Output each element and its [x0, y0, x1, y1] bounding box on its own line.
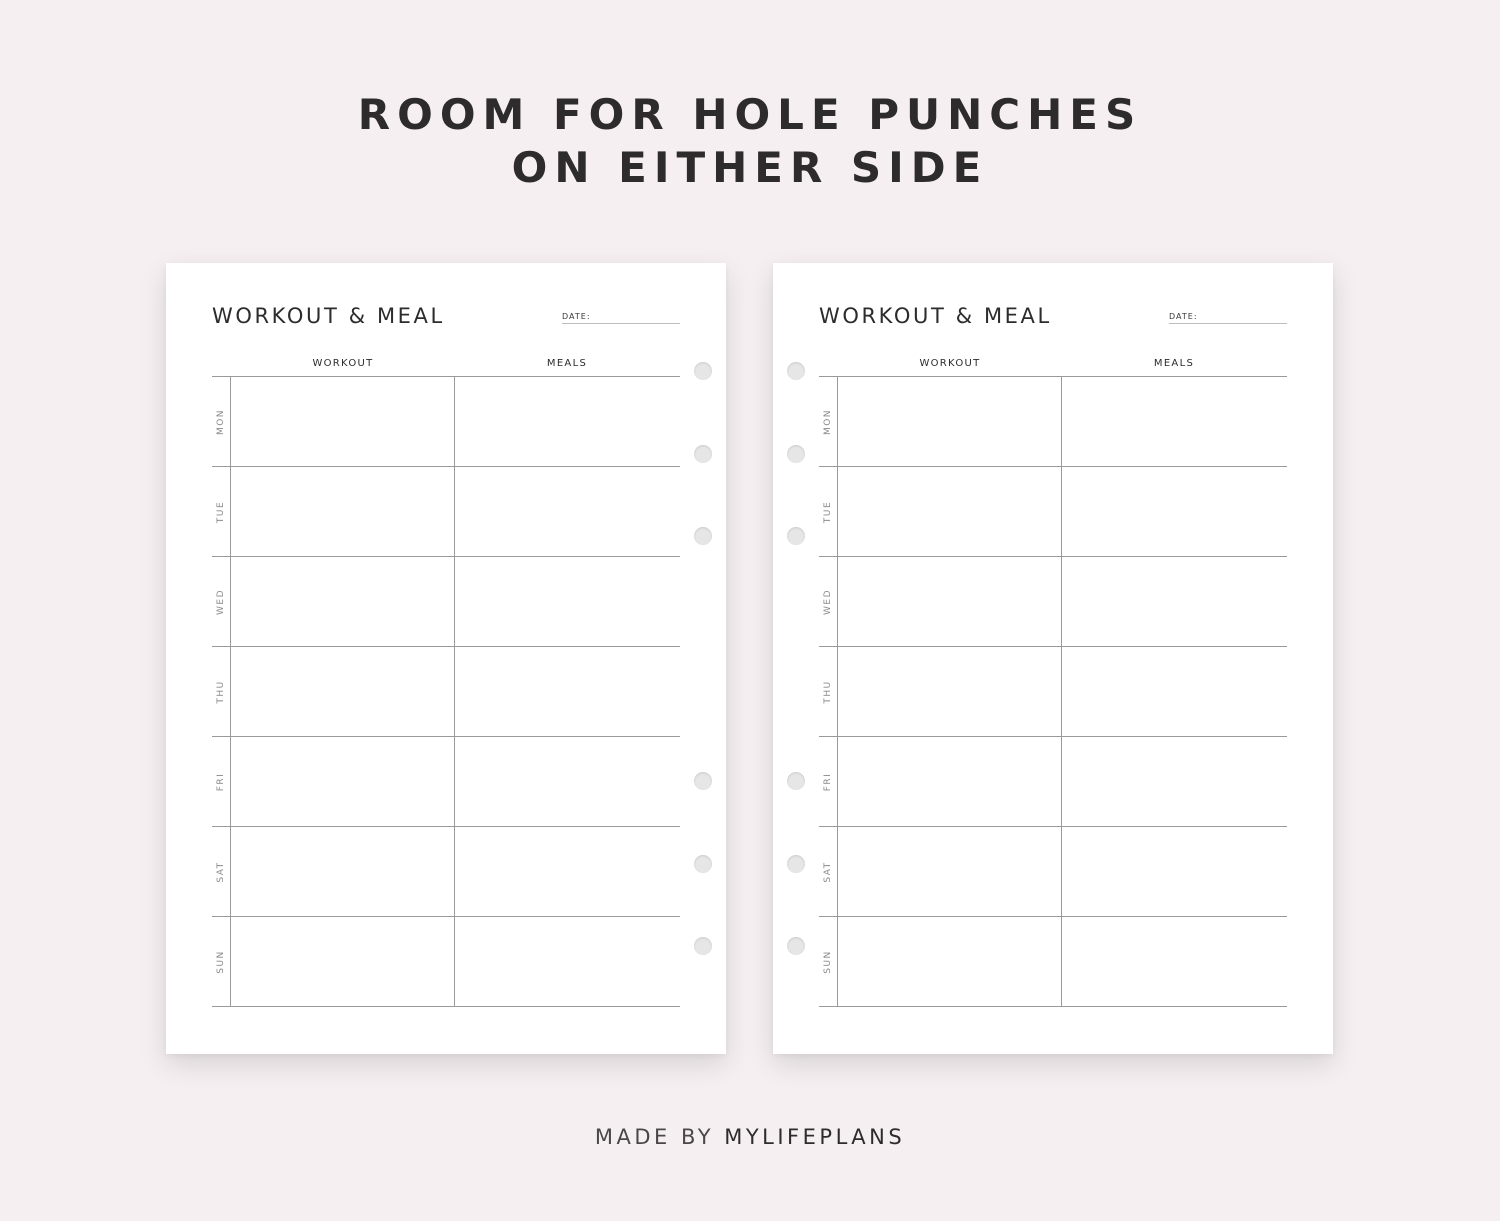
day-cell	[212, 737, 231, 826]
headline-line-1: ROOM FOR HOLE PUNCHES	[357, 90, 1143, 139]
punch-hole	[787, 937, 805, 955]
day-label: THU	[216, 679, 226, 704]
weekly-grid	[212, 376, 680, 1007]
meals-cell	[455, 917, 680, 1006]
workout-cell	[838, 647, 1062, 736]
column-header-workout: WORKOUT	[919, 358, 981, 369]
day-row-mon	[212, 377, 680, 467]
day-row-thu	[819, 647, 1287, 737]
sheet-title: WORKOUT & MEAL	[212, 304, 445, 328]
day-cell	[819, 647, 838, 736]
sheet-title: WORKOUT & MEAL	[819, 304, 1052, 328]
day-cell	[819, 827, 838, 916]
day-cell	[212, 827, 231, 916]
meals-cell	[1062, 917, 1287, 1006]
day-cell	[819, 377, 838, 466]
day-row-sun	[212, 917, 680, 1007]
punch-hole	[787, 445, 805, 463]
weekly-grid	[819, 376, 1287, 1007]
day-label: SUN	[823, 949, 833, 974]
meals-cell	[455, 647, 680, 736]
punch-hole	[787, 362, 805, 380]
day-row-tue	[212, 467, 680, 557]
punch-hole	[694, 445, 712, 463]
column-header-meals: MEALS	[1153, 358, 1195, 369]
meals-cell	[1062, 647, 1287, 736]
day-row-wed	[819, 557, 1287, 647]
day-cell	[212, 647, 231, 736]
punch-hole	[694, 855, 712, 873]
day-row-mon	[819, 377, 1287, 467]
meals-cell	[455, 377, 680, 466]
headline	[0, 88, 1500, 194]
punch-hole	[787, 855, 805, 873]
day-cell	[212, 917, 231, 1006]
day-cell	[819, 737, 838, 826]
day-row-sat	[212, 827, 680, 917]
day-cell	[819, 557, 838, 646]
date-label: DATE:	[1169, 312, 1198, 321]
footer-brand: MYLIFEPLANS	[724, 1125, 906, 1149]
workout-cell	[231, 827, 455, 916]
planner-sheet-right	[773, 263, 1333, 1054]
workout-cell	[231, 737, 455, 826]
punch-hole	[694, 527, 712, 545]
meals-cell	[1062, 467, 1287, 556]
day-label: MON	[216, 408, 226, 435]
day-row-sun	[819, 917, 1287, 1007]
day-label: SAT	[216, 860, 226, 883]
day-cell	[819, 467, 838, 556]
day-cell	[212, 467, 231, 556]
meals-cell	[455, 827, 680, 916]
day-label: FRI	[823, 772, 833, 791]
meals-cell	[455, 467, 680, 556]
meals-cell	[1062, 827, 1287, 916]
day-cell	[212, 377, 231, 466]
punch-hole	[787, 772, 805, 790]
meals-cell	[1062, 377, 1287, 466]
workout-cell	[231, 377, 455, 466]
workout-cell	[838, 917, 1062, 1006]
day-row-tue	[819, 467, 1287, 557]
date-label: DATE:	[562, 312, 591, 321]
workout-cell	[231, 647, 455, 736]
day-row-wed	[212, 557, 680, 647]
day-row-thu	[212, 647, 680, 737]
headline-line-2: ON EITHER SIDE	[511, 143, 989, 192]
date-line	[1169, 323, 1287, 324]
footer-credit	[0, 1125, 1500, 1149]
workout-cell	[838, 557, 1062, 646]
day-row-fri	[212, 737, 680, 827]
day-label: SAT	[823, 860, 833, 883]
day-cell	[212, 557, 231, 646]
column-header-meals: MEALS	[546, 358, 588, 369]
workout-cell	[231, 917, 455, 1006]
meals-cell	[455, 557, 680, 646]
day-label: THU	[823, 679, 833, 704]
punch-hole	[787, 527, 805, 545]
workout-cell	[838, 737, 1062, 826]
planner-sheet-left	[166, 263, 726, 1054]
day-label: MON	[823, 408, 833, 435]
punch-hole	[694, 362, 712, 380]
workout-cell	[838, 827, 1062, 916]
day-row-sat	[819, 827, 1287, 917]
column-header-workout: WORKOUT	[312, 358, 374, 369]
day-label: WED	[823, 588, 833, 615]
footer-prefix: MADE BY	[594, 1125, 725, 1149]
workout-cell	[231, 557, 455, 646]
workout-cell	[838, 377, 1062, 466]
workout-cell	[838, 467, 1062, 556]
punch-hole	[694, 937, 712, 955]
day-label: TUE	[823, 500, 833, 523]
meals-cell	[1062, 737, 1287, 826]
punch-hole	[694, 772, 712, 790]
meals-cell	[1062, 557, 1287, 646]
day-label: FRI	[216, 772, 226, 791]
date-line	[562, 323, 680, 324]
workout-cell	[231, 467, 455, 556]
day-label: TUE	[216, 500, 226, 523]
day-label: SUN	[216, 949, 226, 974]
day-label: WED	[216, 588, 226, 615]
day-row-fri	[819, 737, 1287, 827]
meals-cell	[455, 737, 680, 826]
day-cell	[819, 917, 838, 1006]
